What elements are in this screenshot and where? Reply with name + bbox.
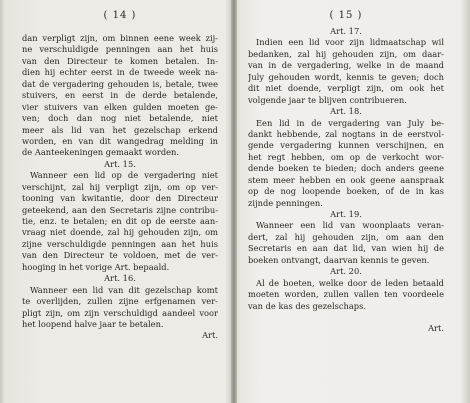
- text-line: bedanken, zal hij gehouden zijn, om daar-: [248, 48, 444, 59]
- text-line: stem meer hebben en ook geene aanspraak: [248, 174, 444, 185]
- text-line: Wanneer een lid op de vergadering niet: [30, 170, 218, 181]
- text-line: dan verpligt zijn, om binnen eene week zij-: [22, 33, 218, 43]
- text-line: Een lid in de vergadering van July be-: [256, 117, 444, 128]
- article-heading: Art. 17.: [330, 26, 362, 36]
- article-heading: Art. 18.: [330, 106, 362, 117]
- page-number-right: ( 15 ): [329, 10, 363, 21]
- text-line: pligt zijn, om zijn verschuldigd aandeel voor: [22, 307, 218, 318]
- text-line: gende vergadering kunnen verschijnen, en: [248, 140, 444, 151]
- article-heading: Art. 16.: [104, 273, 136, 284]
- article-heading: Art. 20.: [330, 266, 362, 277]
- text-line: Indien een lid voor zijn lidmaatschap wil: [256, 37, 444, 48]
- text-line: op de nog loopende boeken, of de in kas: [248, 186, 444, 197]
- text-line: dert, zal hij gehouden zijn, om aan den: [248, 231, 444, 242]
- right-page: [248, 0, 444, 403]
- text-line: volgende jaar te blijven contribueren.: [248, 94, 407, 105]
- text-line: zijne verschuldigde penningen aan het huis: [22, 238, 218, 249]
- text-line: Wanneer een lid van woonplaats veran-: [256, 220, 444, 231]
- text-line: moeten worden, zullen vallen ten voordeele: [248, 289, 444, 300]
- text-line: tooning van kwitantie, door den Directeur: [22, 193, 218, 204]
- article-heading: Art. 15.: [104, 158, 136, 169]
- text-line: dende boeken te bieden; doch anders geene: [248, 163, 444, 174]
- text-line: verschijnt, zal hij verpligt zijn, om op ver-: [22, 181, 218, 192]
- left-page: [22, 0, 218, 403]
- text-line: worden, en van dit wangedrag melding in: [22, 135, 218, 146]
- text-line: boeken ontvangt, daarvan kennis te geven.: [248, 254, 430, 265]
- text-line: vraag niet doende, zal hij gehouden zijn, om: [22, 227, 218, 238]
- text-line: te overlijden, zullen zijne erfgenamen ver-: [22, 296, 218, 307]
- right-page-text: [248, 26, 444, 335]
- text-line: geteekend, aan den Secretaris zijne contribu-: [22, 204, 218, 215]
- text-line: dien hij echter eerst in de tweede week na-: [22, 67, 218, 78]
- text-line: van den Directeur te voldoen, met de ver-: [22, 250, 218, 261]
- text-line: de Aanteekeningen gemaakt worden.: [22, 147, 180, 158]
- text-line: het regt hebben, om op de verkocht wor-: [248, 151, 444, 162]
- text-line: dat de vergadering gehouden is, betale, twee: [22, 78, 218, 89]
- text-line: [248, 312, 444, 323]
- text-line: van in de vergadering, welke in de maand: [248, 60, 444, 71]
- text-line: van den Directeur te komen betalen. In-: [22, 55, 218, 66]
- page-number-left: ( 14 ): [103, 10, 137, 21]
- left-page-text: [22, 33, 218, 342]
- text-line: Art.: [202, 330, 218, 341]
- text-line: dankt hebbende, zal nogtans in de eerstvol-: [248, 128, 444, 139]
- text-line: dit niet doende, verpligt zijn, om ook het: [248, 83, 444, 94]
- text-line: Al de boeten, welke door de leden betaald: [256, 277, 444, 288]
- text-line: tie, enz. te betalen; en dit op de eerste aan-: [22, 216, 218, 226]
- text-line: meer als lid van het gezelschap erkend: [22, 124, 218, 135]
- text-line: hooging in het vorige Art. bepaald.: [22, 261, 170, 272]
- text-line: stuivers, en eerst in de derde betalende,: [22, 90, 218, 101]
- book-gutter: [231, 0, 237, 403]
- text-line: Secretaris en aan dat lid, van wien hij de: [248, 243, 444, 254]
- text-line: Art.: [428, 323, 444, 334]
- text-line: July gehouden wordt, kennis te geven; doch: [248, 71, 444, 82]
- text-line: van de kas des gezelschaps.: [248, 300, 367, 311]
- text-line: Wanneer een lid van dit gezelschap komt: [30, 284, 218, 295]
- text-line: het loopend halve jaar te betalen.: [22, 318, 164, 329]
- text-line: ne verschuldigde penningen aan het huis: [22, 44, 218, 55]
- article-heading: Art. 19.: [330, 209, 362, 219]
- text-line: vier stuivers van elken gulden moeten ge-: [22, 101, 218, 112]
- text-line: zijnde penningen.: [248, 197, 323, 208]
- text-line: ven; doch dan nog niet betalende, niet: [22, 113, 218, 124]
